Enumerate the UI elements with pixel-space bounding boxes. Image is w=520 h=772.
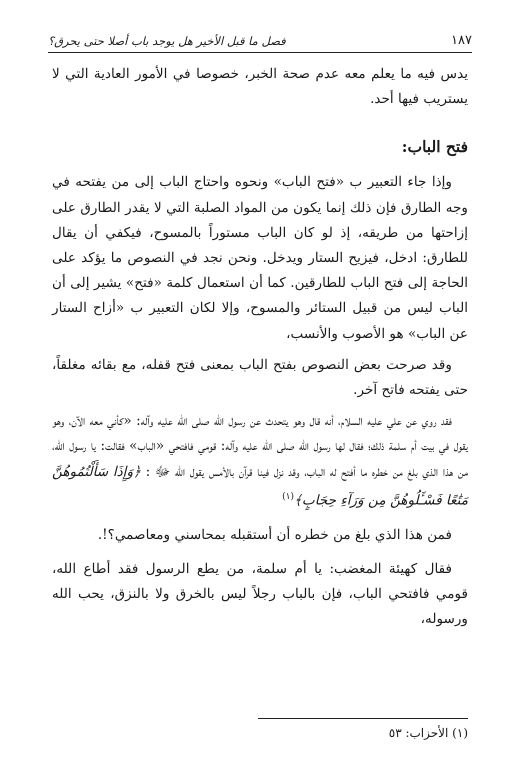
running-header [48, 30, 472, 48]
running-title: فصل ما قبل الأخير هل يوجد باب أصلا حتى يحرق؟ [48, 34, 286, 48]
paragraph-2: وإذا جاء التعبير ب «فتح الباب» ونحوه واحتاج الباب إلى من يفتحه في وجه الطارق فإن ذلك إنما يكون من المواد الصلبة التي لا يقدر الطارق على إزاحتها من طريقه، إذ لو كان الباب مستوراً بالمسوح، فيكفي أن يقال للطارق: ادخل، فيزيح الستار ويدخل. ونحن نجد في النصوص ما يؤكد على الحاجة إلى فتح الباب للطارقين. كما أن استعمال كلمة «فتح» يشير إلى أن الباب ليس من قبيل الستائر والمسوح، وإلا لكان التعبير ب «أزاح الستار عن الباب» هو الأصوب والأنسب، [52, 174, 468, 342]
paragraph-4-text: فقد روي عن علي عليه السلام، أنه قال وهو يتحدث عن رسول الله صلى الله عليه وآله: «كأني معه الآن، وهو يقول في بيت أم سلمة ذلك؛ فقال لها رسول الله صلى الله عليه وآله: قومي فافتحي «الباب» فقالت: يا رسول الله، من هذا الذي بلغ من خطره ما أفتح له الباب، وقد نزل فينا قرآن بالأمس يقول الله ﷻ : [52, 413, 468, 480]
footnote: (١) الأحزاب: ٥٣ [388, 726, 468, 740]
header-rule [48, 52, 472, 53]
paragraph-5: فمن هذا الذي بلغ من خطره أن أستقبله بمحاسني ومعاصمي؟!. [97, 526, 452, 543]
quran-verse: ﴿وَإِذَا سَأَلْتُمُوهُنَّ مَتَٰعًا فَسْـَٔلُوهُنَّ مِن وَرَآءِ حِجَابٍ﴾ [52, 463, 468, 509]
footnote-ref[interactable]: (١) [282, 491, 294, 502]
page-body [52, 62, 468, 632]
page-number: ١٨٧ [451, 33, 472, 48]
paragraph-1: يدس فيه ما يعلم معه عدم صحة الخبر، خصوصا في الأمور العادية التي لا يستريب فيها أحد. [52, 66, 468, 108]
paragraph-4 [52, 409, 468, 513]
section-title: فتح الباب: [401, 137, 468, 157]
footnote-rule [258, 718, 468, 719]
paragraph-6: فقال كهيئة المغضب: يا أم سلمة، من يطع الرسول فقد أطاع الله، قومي فافتحي الباب، فإن بالباب رجلاً ليس بالخرق ولا بالنزق، يحب الله ورسوله، [52, 560, 468, 628]
paragraph-3: وقد صرحت بعض النصوص بفتح الباب بمعنى فتح قفله، مع بقائه مغلقاً، حتى يفتحه فاتح آخر. [52, 356, 468, 399]
